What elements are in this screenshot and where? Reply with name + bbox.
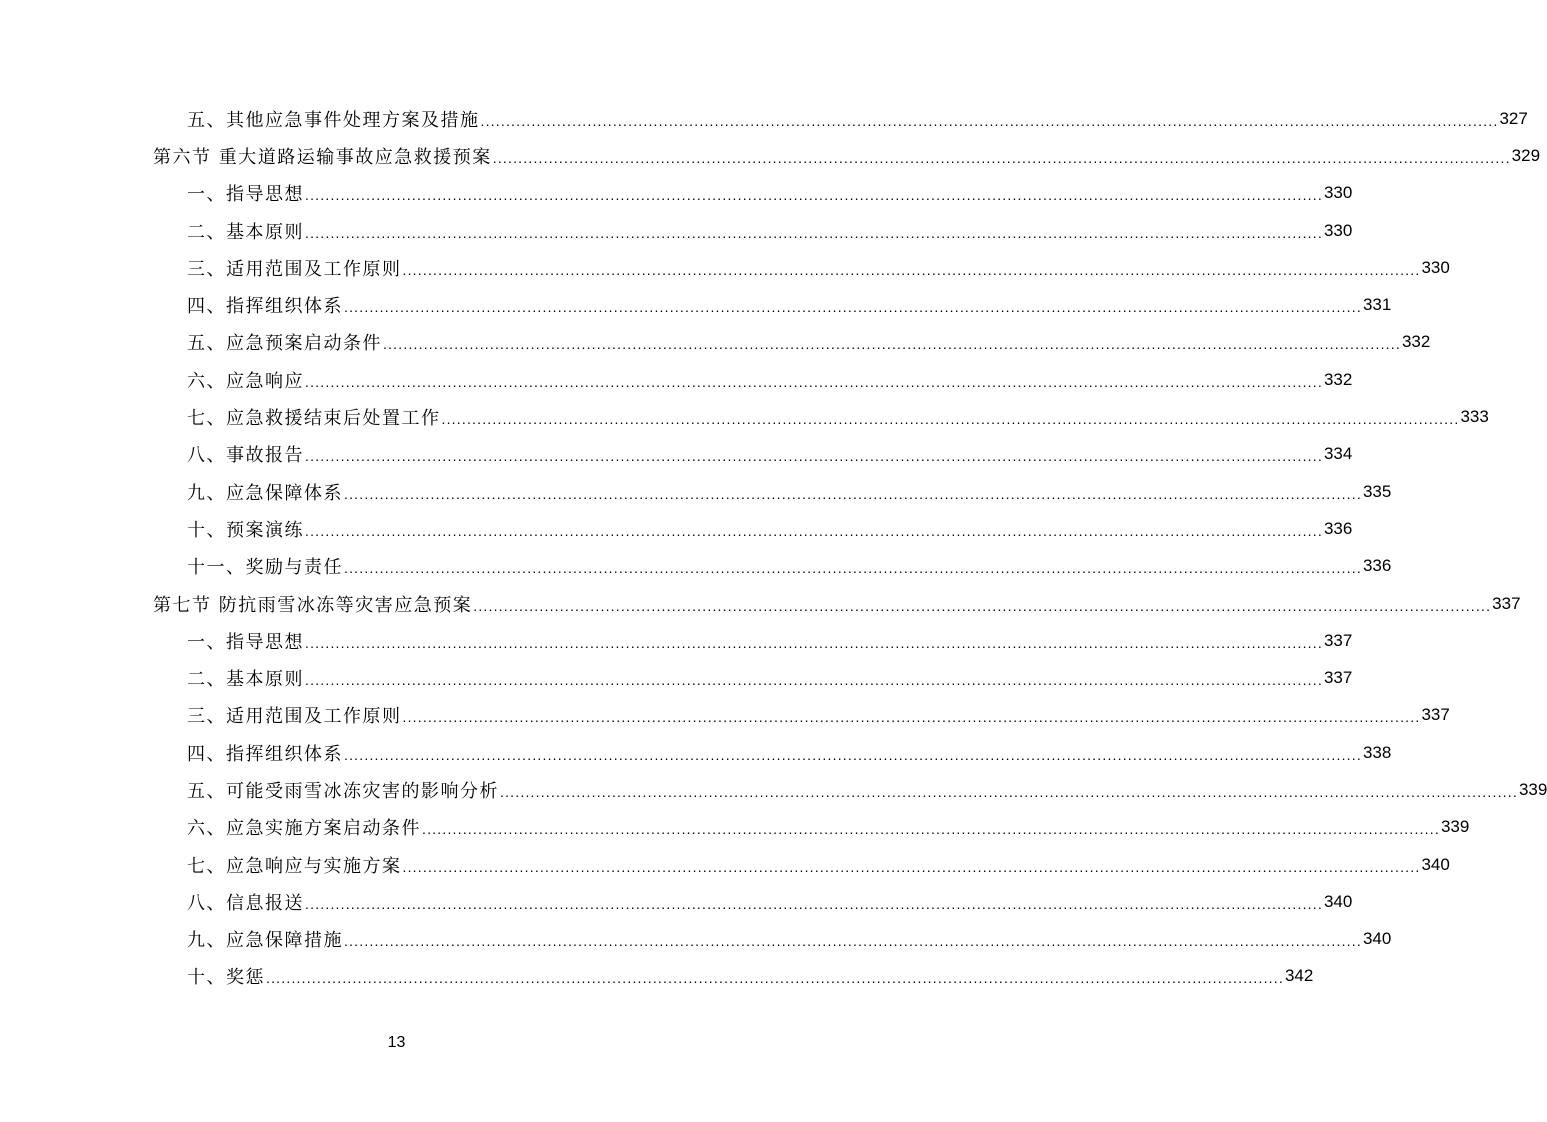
- toc-item-entry[interactable]: [0, 921, 1392, 958]
- dot-leader: ........................................................................................................................................................................................................: [344, 933, 1362, 950]
- dot-leader: ........................................................................................................................................................................................................: [473, 597, 1492, 614]
- dot-leader: ........................................................................................................................................................................................................: [305, 448, 1323, 465]
- dot-leader: ........................................................................................................................................................................................................: [480, 112, 1499, 129]
- dot-leader: ........................................................................................................................................................................................................: [402, 858, 1421, 875]
- dot-leader: ........................................................................................................................................................................................................: [305, 522, 1323, 539]
- toc-item-entry[interactable]: [0, 548, 1392, 585]
- toc-item-entry[interactable]: [0, 249, 1450, 286]
- toc-entry-page: 333: [1460, 407, 1489, 427]
- toc-entry-title: 七、应急救援结束后处置工作: [187, 408, 441, 430]
- toc-entry-title: 五、应急预案启动条件: [187, 333, 382, 355]
- toc-entry-title: 十、奖惩: [187, 967, 265, 989]
- toc-entry-page: 336: [1362, 556, 1392, 576]
- dot-leader: ........................................................................................................................................................................................................: [305, 672, 1323, 689]
- toc-entry-page: 330: [1421, 257, 1450, 277]
- toc-entry-title: 二、基本原则: [187, 669, 304, 691]
- toc-item-entry[interactable]: [0, 473, 1392, 510]
- toc-entry-page: 340: [1421, 854, 1450, 874]
- dot-leader: ........................................................................................................................................................................................................: [492, 149, 1511, 166]
- dot-leader: ........................................................................................................................................................................................................: [344, 746, 1362, 763]
- toc-item-entry[interactable]: [0, 398, 1489, 435]
- toc-entry-title: 八、事故报告: [187, 445, 304, 467]
- dot-leader: ........................................................................................................................................................................................................: [383, 336, 1401, 353]
- toc-entry-page: 330: [1323, 183, 1353, 203]
- toc-entry-title: 一、指导思想: [187, 631, 304, 653]
- toc-entry-page: 335: [1362, 481, 1392, 501]
- toc-item-entry[interactable]: [0, 324, 1431, 361]
- toc-entry-page: 332: [1323, 369, 1353, 389]
- toc-item-entry[interactable]: [0, 286, 1392, 323]
- toc-item-entry[interactable]: [0, 697, 1450, 734]
- dot-leader: ........................................................................................................................................................................................................: [344, 299, 1362, 316]
- toc-item-entry[interactable]: [0, 436, 1353, 473]
- toc-entry-title: 六、应急实施方案启动条件: [187, 818, 421, 840]
- toc-item-entry[interactable]: [0, 212, 1353, 249]
- dot-leader: ........................................................................................................................................................................................................: [500, 783, 1518, 800]
- toc-entry-page: 339: [1440, 817, 1470, 837]
- toc-entry-title: 五、可能受雨雪冰冻灾害的影响分析: [187, 780, 499, 802]
- toc-entry-title: 九、应急保障措施: [187, 930, 343, 952]
- toc-entry-page: 338: [1362, 742, 1392, 762]
- toc-section-entry[interactable]: [0, 585, 1521, 622]
- toc-entry-page: 340: [1362, 929, 1392, 949]
- toc-item-entry[interactable]: [0, 622, 1353, 659]
- toc-section-entry[interactable]: [0, 137, 1541, 174]
- toc-entry-title: 三、适用范围及工作原则: [187, 706, 402, 728]
- toc-entry-title: 第七节 防抗雨雪冰冻等灾害应急预案: [153, 594, 473, 616]
- table-of-contents: [0, 100, 1547, 995]
- toc-item-entry[interactable]: [0, 100, 1528, 137]
- toc-item-entry[interactable]: [0, 175, 1353, 212]
- toc-entry-title: 十、预案演练: [187, 519, 304, 541]
- toc-entry-page: 334: [1323, 444, 1353, 464]
- dot-leader: ........................................................................................................................................................................................................: [266, 970, 1284, 987]
- toc-entry-page: 330: [1323, 220, 1353, 240]
- toc-entry-page: 342: [1284, 966, 1314, 986]
- toc-entry-page: 332: [1401, 332, 1431, 352]
- toc-entry-page: 336: [1323, 518, 1353, 538]
- toc-item-entry[interactable]: [0, 883, 1353, 920]
- toc-entry-title: 六、应急响应: [187, 370, 304, 392]
- toc-entry-title: 二、基本原则: [187, 221, 304, 243]
- toc-entry-title: 七、应急响应与实施方案: [187, 855, 402, 877]
- toc-item-entry[interactable]: [0, 846, 1450, 883]
- dot-leader: ........................................................................................................................................................................................................: [305, 187, 1323, 204]
- toc-entry-title: 四、指挥组织体系: [187, 743, 343, 765]
- toc-entry-page: 337: [1323, 630, 1353, 650]
- toc-item-entry[interactable]: [0, 361, 1353, 398]
- toc-entry-title: 四、指挥组织体系: [187, 296, 343, 318]
- dot-leader: ........................................................................................................................................................................................................: [344, 485, 1362, 502]
- toc-entry-page: 331: [1362, 295, 1392, 315]
- toc-entry-title: 八、信息报送: [187, 892, 304, 914]
- toc-item-entry[interactable]: [0, 659, 1353, 696]
- toc-entry-page: 340: [1323, 891, 1353, 911]
- toc-entry-page: 337: [1421, 705, 1450, 725]
- toc-entry-title: 第六节 重大道路运输事故应急救援预案: [153, 146, 492, 168]
- dot-leader: ........................................................................................................................................................................................................: [305, 224, 1323, 241]
- dot-leader: ........................................................................................................................................................................................................: [402, 709, 1421, 726]
- page-number: 13: [387, 1034, 406, 1051]
- toc-entry-title: 三、适用范围及工作原则: [187, 258, 402, 280]
- dot-leader: ........................................................................................................................................................................................................: [441, 411, 1460, 428]
- toc-entry-page: 327: [1499, 108, 1528, 128]
- toc-entry-page: 337: [1323, 668, 1353, 688]
- toc-item-entry[interactable]: [0, 510, 1353, 547]
- toc-item-entry[interactable]: [0, 771, 1547, 808]
- toc-entry-title: 五、其他应急事件处理方案及措施: [187, 109, 480, 131]
- toc-item-entry[interactable]: [0, 734, 1392, 771]
- toc-entry-page: 337: [1492, 593, 1521, 613]
- toc-item-entry[interactable]: [0, 958, 1314, 995]
- dot-leader: ........................................................................................................................................................................................................: [305, 373, 1323, 390]
- toc-item-entry[interactable]: [0, 809, 1470, 846]
- dot-leader: ........................................................................................................................................................................................................: [305, 634, 1323, 651]
- dot-leader: ........................................................................................................................................................................................................: [402, 261, 1421, 278]
- toc-entry-page: 329: [1511, 145, 1541, 165]
- toc-entry-title: 十一、奖励与责任: [187, 557, 343, 579]
- toc-entry-page: 339: [1518, 779, 1547, 799]
- dot-leader: ........................................................................................................................................................................................................: [422, 821, 1440, 838]
- dot-leader: ........................................................................................................................................................................................................: [344, 560, 1362, 577]
- toc-entry-title: 九、应急保障体系: [187, 482, 343, 504]
- toc-entry-title: 一、指导思想: [187, 184, 304, 206]
- dot-leader: ........................................................................................................................................................................................................: [305, 895, 1323, 912]
